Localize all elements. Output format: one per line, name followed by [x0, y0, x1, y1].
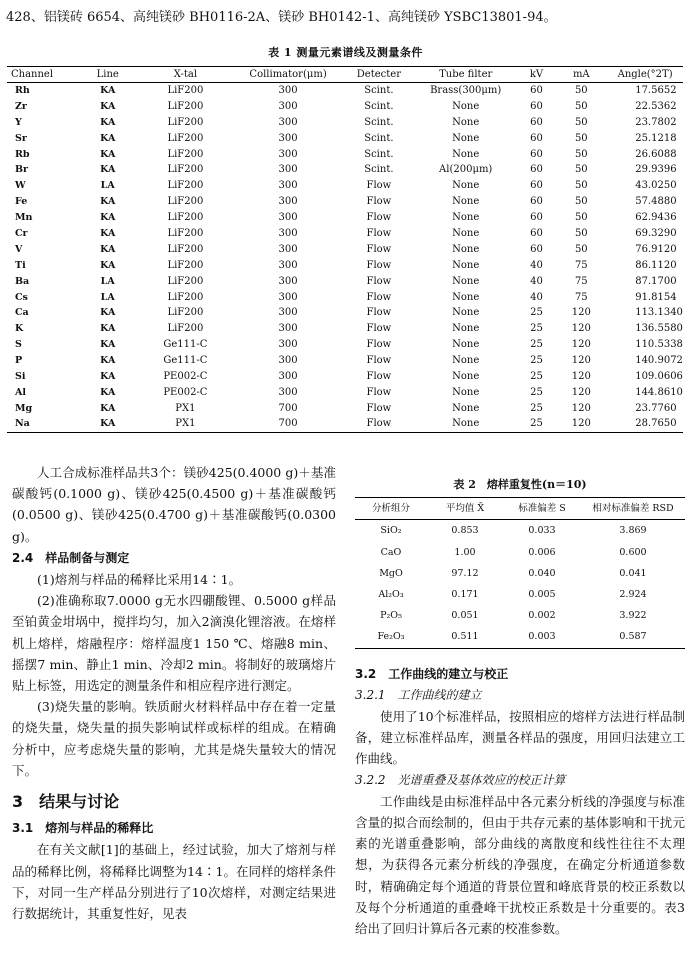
table1-row [7, 178, 683, 194]
table1-cell: LiF200 [167, 132, 204, 144]
table2-cell: 3.869 [619, 525, 647, 537]
table1-cell: 110.5338 [635, 339, 683, 351]
table1-cell: Al [15, 386, 26, 398]
table1-cell: None [452, 402, 480, 414]
table1-cell: Scint. [364, 132, 394, 144]
table1-cell: Br [15, 164, 29, 176]
table1-cell: Cr [15, 227, 28, 239]
table1-cell: 57.4880 [635, 196, 677, 208]
table1-cell: 50 [574, 196, 588, 208]
table1-cell: KA [100, 116, 116, 128]
table1-cell: 25 [530, 307, 543, 319]
table2-header-cell: 标准偏差 S [518, 503, 566, 515]
table1-cell: Flow [366, 196, 392, 208]
table1-cell: None [452, 227, 480, 239]
table1-cell: 62.9436 [635, 212, 677, 224]
table1-cell: Si [15, 370, 26, 382]
table1-cell: 136.5580 [635, 323, 683, 335]
table1-cell: 91.8154 [635, 291, 677, 303]
table1-cell: None [452, 180, 480, 192]
table1-cell: 25 [530, 323, 543, 335]
table1-header-cell: Channel [11, 69, 54, 80]
table1-cell: 144.8610 [635, 386, 683, 398]
table1-cell: 40 [530, 275, 543, 287]
table1-cell: 300 [278, 370, 298, 382]
table1-cell: S [15, 339, 22, 351]
table1-cell: 50 [574, 227, 588, 239]
table2-row [355, 584, 685, 605]
sample-preparation-paragraph: (2)准确称取7.0000 g无水四硼酸锂、0.5000 g样品至铂黄金坩埚中，搅拌均匀，加入2滴溴化锂溶液。在熔样机上熔样，熔融程序：熔样温度1 150 ℃、熔融8 min、摇摆7 min、静止1 min、冷却2 min。将制好的玻璃熔片贴上标签，用选定的测量条件和相应程序进行测定。 [12, 593, 336, 694]
table1-row [7, 194, 683, 210]
table1-cell: None [452, 116, 480, 128]
table1-cell: 60 [530, 116, 543, 128]
table1-cell: Rh [15, 85, 30, 97]
table2-cell: 1.00 [454, 546, 476, 558]
table1-cell: 23.7760 [635, 402, 677, 414]
table1-header-cell: mA [572, 69, 590, 80]
table2-cell: P₂O₅ [380, 610, 402, 622]
table1-cell: 43.0250 [635, 180, 677, 192]
table1-cell: None [452, 148, 480, 160]
table1-cell: Mg [15, 402, 33, 414]
table1-cell: LiF200 [167, 116, 204, 128]
table1-cell: 60 [530, 243, 543, 255]
table1-row [7, 400, 683, 416]
table2-cell: 0.171 [451, 589, 479, 601]
table1-cell: Flow [366, 212, 392, 224]
table1-cell: 120 [571, 370, 591, 382]
table1-cell: 140.9072 [635, 355, 683, 367]
table1-cell: 25 [530, 402, 543, 414]
table1-cell: 50 [574, 164, 588, 176]
table1-cell: 25.1218 [635, 132, 677, 144]
table1-cell: 300 [278, 196, 298, 208]
table1-cell: Zr [15, 100, 27, 112]
table1-header-cell: Collimator(μm) [249, 69, 327, 80]
table1-cell: 300 [278, 148, 298, 160]
table2-cell: 0.041 [619, 567, 647, 579]
table1-cell: 300 [278, 180, 298, 192]
table1-cell: Y [15, 116, 22, 128]
table1-cell: LiF200 [167, 275, 204, 287]
table1-cell: 25 [530, 370, 543, 382]
table1-cell: LiF200 [167, 212, 204, 224]
table1-cell: None [452, 259, 480, 271]
section-3-2-1-heading: 3.2.1 工作曲线的建立 [355, 687, 482, 702]
table1-cell: Scint. [364, 148, 394, 160]
table1-cell: KA [100, 355, 116, 367]
table1-cell: KA [100, 196, 116, 208]
table1-cell: LiF200 [167, 100, 204, 112]
table2-cell: 0.051 [451, 610, 479, 622]
table1-cell: LiF200 [167, 85, 204, 97]
table1-cell: Flow [366, 227, 392, 239]
repeatability-table [355, 497, 685, 648]
table1-cell: 700 [278, 402, 298, 414]
table1-cell: 700 [278, 418, 298, 430]
loss-on-ignition-paragraph: (3)烧失量的影响。铁质耐火材料样品中存在着一定量的烧失量，烧失量的损失影响试样或标样的组成。在精确分析中，应考虑烧失量的影响，尤其是烧失量较大的情况下。 [12, 699, 336, 778]
table1-cell: Flow [366, 243, 392, 255]
table1-cell: Scint. [364, 85, 394, 97]
table1-cell: 60 [530, 148, 543, 160]
table1-cell: Ge111-C [163, 339, 208, 351]
table1-cell: 60 [530, 164, 543, 176]
table1-row [7, 162, 683, 178]
table1-row [7, 384, 683, 400]
table1-cell: LiF200 [167, 196, 204, 208]
table1-cell: KA [100, 323, 116, 335]
table1-cell: 25 [530, 355, 543, 367]
table1-cell: KA [100, 386, 116, 398]
table1-cell: 300 [278, 164, 298, 176]
table1-cell: Flow [366, 275, 392, 287]
table1-cell: Ca [15, 307, 29, 319]
synthetic-standards-paragraph: 人工合成标准样品共3个：镁砂425(0.4000 g)＋基准碳酸钙(0.1000 g)、镁砂425(0.4500 g)＋基准碳酸钙(0.0500 g)、镁砂425(0.4700 g)＋基准碳酸钙(0.0300 g)。 [12, 465, 336, 544]
table1-cell: Fe [15, 196, 28, 208]
table2-row [355, 605, 685, 626]
table1-cell: 300 [278, 275, 298, 287]
table1-cell: LiF200 [167, 227, 204, 239]
table1-header-row [7, 67, 683, 83]
table2-header-cell: 分析组分 [371, 503, 410, 515]
table1-cell: None [452, 100, 480, 112]
table1-row [7, 337, 683, 353]
table1-cell: Al(200μm) [439, 164, 493, 176]
section-3-1-heading: 3.1 熔剂与样品的稀释比 [12, 821, 154, 836]
table1-cell: 300 [278, 132, 298, 144]
table1-cell: 300 [278, 355, 298, 367]
table1-cell: LiF200 [167, 323, 204, 335]
table2-cell: 0.005 [528, 589, 556, 601]
table1-cell: P [15, 355, 23, 367]
table1-cell: Rb [15, 148, 30, 160]
table1-cell: 60 [530, 100, 543, 112]
section-3-heading: 3 结果与讨论 [12, 792, 120, 812]
table1-cell: 50 [574, 243, 588, 255]
section-3-1-paragraph: 在有关文献[1]的基础上，经过试验，加大了熔剂与样品的稀释比例，将稀释比调整为14∶1。在同样的熔样条件下，对同一生产样品分别进行了10次熔样，对测定结果进行数据统计，其重复性好，见表 [12, 842, 336, 922]
table1-cell: Flow [366, 418, 392, 430]
table1-cell: 76.9120 [635, 243, 677, 255]
left-column [12, 462, 336, 924]
table1-row [7, 353, 683, 369]
table2-cell: CaO [380, 546, 402, 558]
table1-row [7, 369, 683, 385]
table1-cell: 300 [278, 307, 298, 319]
table1-cell: 300 [278, 85, 298, 97]
table1-cell: Flow [366, 339, 392, 351]
table1-cell: 300 [278, 291, 298, 303]
table1-cell: Flow [366, 355, 392, 367]
table1-cell: KA [100, 148, 116, 160]
table2-cell: 0.853 [451, 525, 479, 537]
table2-cell: 0.003 [528, 631, 556, 643]
table1-cell: Flow [366, 291, 392, 303]
table1-cell: 120 [571, 323, 591, 335]
table1-row [7, 241, 683, 257]
table1-cell: 300 [278, 243, 298, 255]
table1-cell: 25 [530, 386, 543, 398]
table1-cell: None [452, 243, 480, 255]
table1-cell: 29.9396 [635, 164, 677, 176]
table1-cell: LiF200 [167, 291, 204, 303]
table1-row [7, 130, 683, 146]
table1-cell: 120 [571, 418, 591, 430]
table1-cell: KA [100, 370, 116, 382]
table1-cell: 75 [574, 259, 588, 271]
table1-cell: 113.1340 [635, 307, 683, 319]
table1-cell: Mn [15, 212, 33, 224]
table1-cell: 50 [574, 148, 588, 160]
table1-cell: W [15, 180, 26, 192]
table1-cell: Flow [366, 323, 392, 335]
table2-row [355, 626, 685, 648]
table1-row [7, 226, 683, 242]
table2-cell: SiO₂ [380, 525, 402, 537]
table1-cell: 75 [574, 291, 588, 303]
table2-row [355, 542, 685, 563]
table1-cell: 28.7650 [635, 418, 677, 430]
table1-cell: LA [100, 180, 115, 192]
table1-row [7, 210, 683, 226]
table1-row [7, 305, 683, 321]
table1-cell: Ba [15, 275, 30, 287]
table1-header-cell: Line [96, 69, 119, 80]
table2-cell: Al₂O₃ [378, 589, 404, 601]
table1-cell: 300 [278, 339, 298, 351]
table1-cell: 50 [574, 212, 588, 224]
table1-cell: None [452, 355, 480, 367]
table1-row [7, 98, 683, 114]
table1-cell: 50 [574, 100, 588, 112]
table1-header-cell: Detecter [356, 69, 401, 80]
table1-row [7, 273, 683, 289]
table1-cell: 87.1700 [635, 275, 677, 287]
table1-cell: Brass(300μm) [430, 85, 502, 97]
table1-cell: 25 [530, 339, 543, 351]
table1-cell: 60 [530, 227, 543, 239]
table2-cell: 0.511 [451, 631, 479, 643]
table2-cell: 0.600 [619, 546, 647, 558]
table1-cell: KA [100, 212, 116, 224]
table1-cell: 26.6088 [635, 148, 677, 160]
table1-caption: 表 1 测量元素谱线及测量条件 [268, 46, 423, 59]
table1-cell: 300 [278, 212, 298, 224]
table1-cell: None [452, 291, 480, 303]
table1-cell: LiF200 [167, 259, 204, 271]
table1-cell: Flow [366, 307, 392, 319]
table1-cell: KA [100, 307, 116, 319]
table1-row [7, 289, 683, 305]
table2-caption: 表 2 熔样重复性(n＝10) [453, 478, 587, 491]
table1-cell: Ti [15, 259, 26, 271]
table1-cell: 75 [574, 275, 588, 287]
table1-cell: KA [100, 227, 116, 239]
table1-row [7, 114, 683, 130]
table1-cell: V [15, 243, 23, 255]
table2-header-row [355, 498, 685, 520]
table1-cell: 300 [278, 100, 298, 112]
table1-cell: LA [100, 291, 115, 303]
table1-cell: None [452, 386, 480, 398]
table1-cell: Flow [366, 402, 392, 414]
table1-cell: LA [100, 275, 115, 287]
table2-cell: MgO [379, 567, 403, 579]
table1-cell: Flow [366, 259, 392, 271]
table1-cell: LiF200 [167, 164, 204, 176]
table1-cell: KA [100, 418, 116, 430]
table1-cell: 300 [278, 259, 298, 271]
table1-cell: Flow [366, 386, 392, 398]
table2-cell: Fe₂O₃ [377, 631, 405, 643]
table2-row [355, 563, 685, 584]
table1-cell: 25 [530, 418, 543, 430]
table1-cell: KA [100, 100, 116, 112]
table1-cell: Flow [366, 370, 392, 382]
table1-cell: 109.0606 [635, 370, 683, 382]
table2-header-cell: 平均值 X̄ [445, 503, 485, 515]
table1-cell: None [452, 212, 480, 224]
table1-cell: None [452, 339, 480, 351]
table2-cell: 0.587 [619, 631, 647, 643]
table1-header-cell: X-tal [173, 69, 198, 80]
section-3-2-2-heading: 3.2.2 光谱重叠及基体效应的校正计算 [355, 772, 566, 787]
table2-cell: 0.002 [528, 610, 556, 622]
table1-cell: PE002-C [163, 370, 208, 382]
table1-row [7, 416, 683, 432]
table1-cell: 40 [530, 291, 543, 303]
table2-cell: 2.924 [619, 589, 647, 601]
table1-cell: KA [100, 402, 116, 414]
table1-cell: KA [100, 85, 116, 97]
table1-cell: 69.3290 [635, 227, 677, 239]
table2-cell: 0.006 [528, 546, 556, 558]
table1-header-cell: Angle(°2T) [617, 69, 673, 80]
table1-cell: Cs [15, 291, 28, 303]
table1-header-cell: Tube filter [439, 69, 493, 80]
table1-cell: 50 [574, 116, 588, 128]
table2-cell: 0.040 [528, 567, 556, 579]
table1-cell: None [452, 275, 480, 287]
table1-cell: None [452, 307, 480, 319]
table1-cell: Scint. [364, 164, 394, 176]
right-column [355, 462, 685, 939]
table1-cell: None [452, 418, 480, 430]
table1-cell: Ge111-C [163, 355, 208, 367]
table1-cell: PX1 [175, 418, 196, 430]
table2-cell: 0.033 [528, 525, 556, 537]
table1-row [7, 83, 683, 99]
table1-cell: K [15, 323, 24, 335]
table1-cell: 120 [571, 402, 591, 414]
table1-cell: 120 [571, 386, 591, 398]
table1-cell: Sr [15, 132, 27, 144]
table1-row [7, 146, 683, 162]
table1-cell: 120 [571, 307, 591, 319]
table1-row [7, 321, 683, 337]
table1-cell: 60 [530, 85, 543, 97]
table1-cell: 60 [530, 132, 543, 144]
table1-cell: None [452, 196, 480, 208]
table1-cell: PX1 [175, 402, 196, 414]
table1-cell: 300 [278, 323, 298, 335]
table1-cell: 120 [571, 355, 591, 367]
table1-cell: Scint. [364, 100, 394, 112]
dilution-ratio-paragraph: (1)熔剂与样品的稀释比采用14∶1。 [37, 572, 242, 588]
table1-cell: 23.7802 [635, 116, 677, 128]
table1-cell: LiF200 [167, 243, 204, 255]
section-3-2-heading: 3.2 工作曲线的建立与校正 [355, 666, 509, 681]
table1-cell: 40 [530, 259, 543, 271]
table1-cell: KA [100, 259, 116, 271]
table1-cell: 86.1120 [635, 259, 677, 271]
section-3-2-1-paragraph: 使用了10个标准样品，按照相应的熔样方法进行样品制备，建立标准样品库，测量各样品的强度，用回归法建立工作曲线。 [355, 709, 685, 767]
table1-cell: 50 [574, 85, 588, 97]
table2-cell: 97.12 [451, 567, 479, 579]
table1-cell: 60 [530, 196, 543, 208]
table1-cell: 22.5362 [635, 100, 677, 112]
section-3-2-2-paragraph: 工作曲线是由标准样品中各元素分析线的净强度与标准含量的拟合而绘制的，但由于共存元素的基体影响和干扰元素的光谱重叠影响，部分曲线的离散度和线性往往不太理想，为获得各元素分析线的净强度，在确定分析通道参数时，精确确定每个通道的背景位置和峰底背景的校正系数以及每个分析通道的重叠峰干扰校正系数是十分重要的。表3给出了回归计算后各元素的校准参数。 [355, 793, 685, 937]
table1-cell: None [452, 132, 480, 144]
table2-header-cell: 相对标准偏差 RSD [592, 503, 674, 515]
table1-cell: 50 [574, 132, 588, 144]
table1-cell: None [452, 323, 480, 335]
table1-cell: 60 [530, 212, 543, 224]
table2-cell: 3.922 [619, 610, 647, 622]
table1-cell: Scint. [364, 116, 394, 128]
table1-cell: 17.5652 [635, 85, 677, 97]
table1-cell: LiF200 [167, 148, 204, 160]
table1-header-cell: kV [529, 69, 544, 80]
table1-cell: KA [100, 243, 116, 255]
table1-cell: PE002-C [163, 386, 208, 398]
table1-cell: 300 [278, 116, 298, 128]
top-line: 428、铝镁砖 6654、高纯镁砂 BH0116-2A、镁砂 BH0142-1、高纯镁砂 YSBC13801-94。 [6, 10, 557, 25]
table1-cell: None [452, 370, 480, 382]
table1-cell: 120 [571, 339, 591, 351]
table1-cell: KA [100, 164, 116, 176]
measurement-conditions-table [7, 66, 683, 433]
table1-cell: Na [15, 418, 30, 430]
table1-cell: 300 [278, 386, 298, 398]
table1-row [7, 257, 683, 273]
table1-cell: 50 [574, 180, 588, 192]
table1-cell: LiF200 [167, 180, 204, 192]
table2-row [355, 520, 685, 542]
table1-cell: 300 [278, 227, 298, 239]
table1-cell: KA [100, 339, 116, 351]
table1-cell: Flow [366, 180, 392, 192]
table1-cell: 60 [530, 180, 543, 192]
table1-cell: KA [100, 132, 116, 144]
table1-cell: LiF200 [167, 307, 204, 319]
section-2-4-heading: 2.4 样品制备与测定 [12, 550, 130, 565]
